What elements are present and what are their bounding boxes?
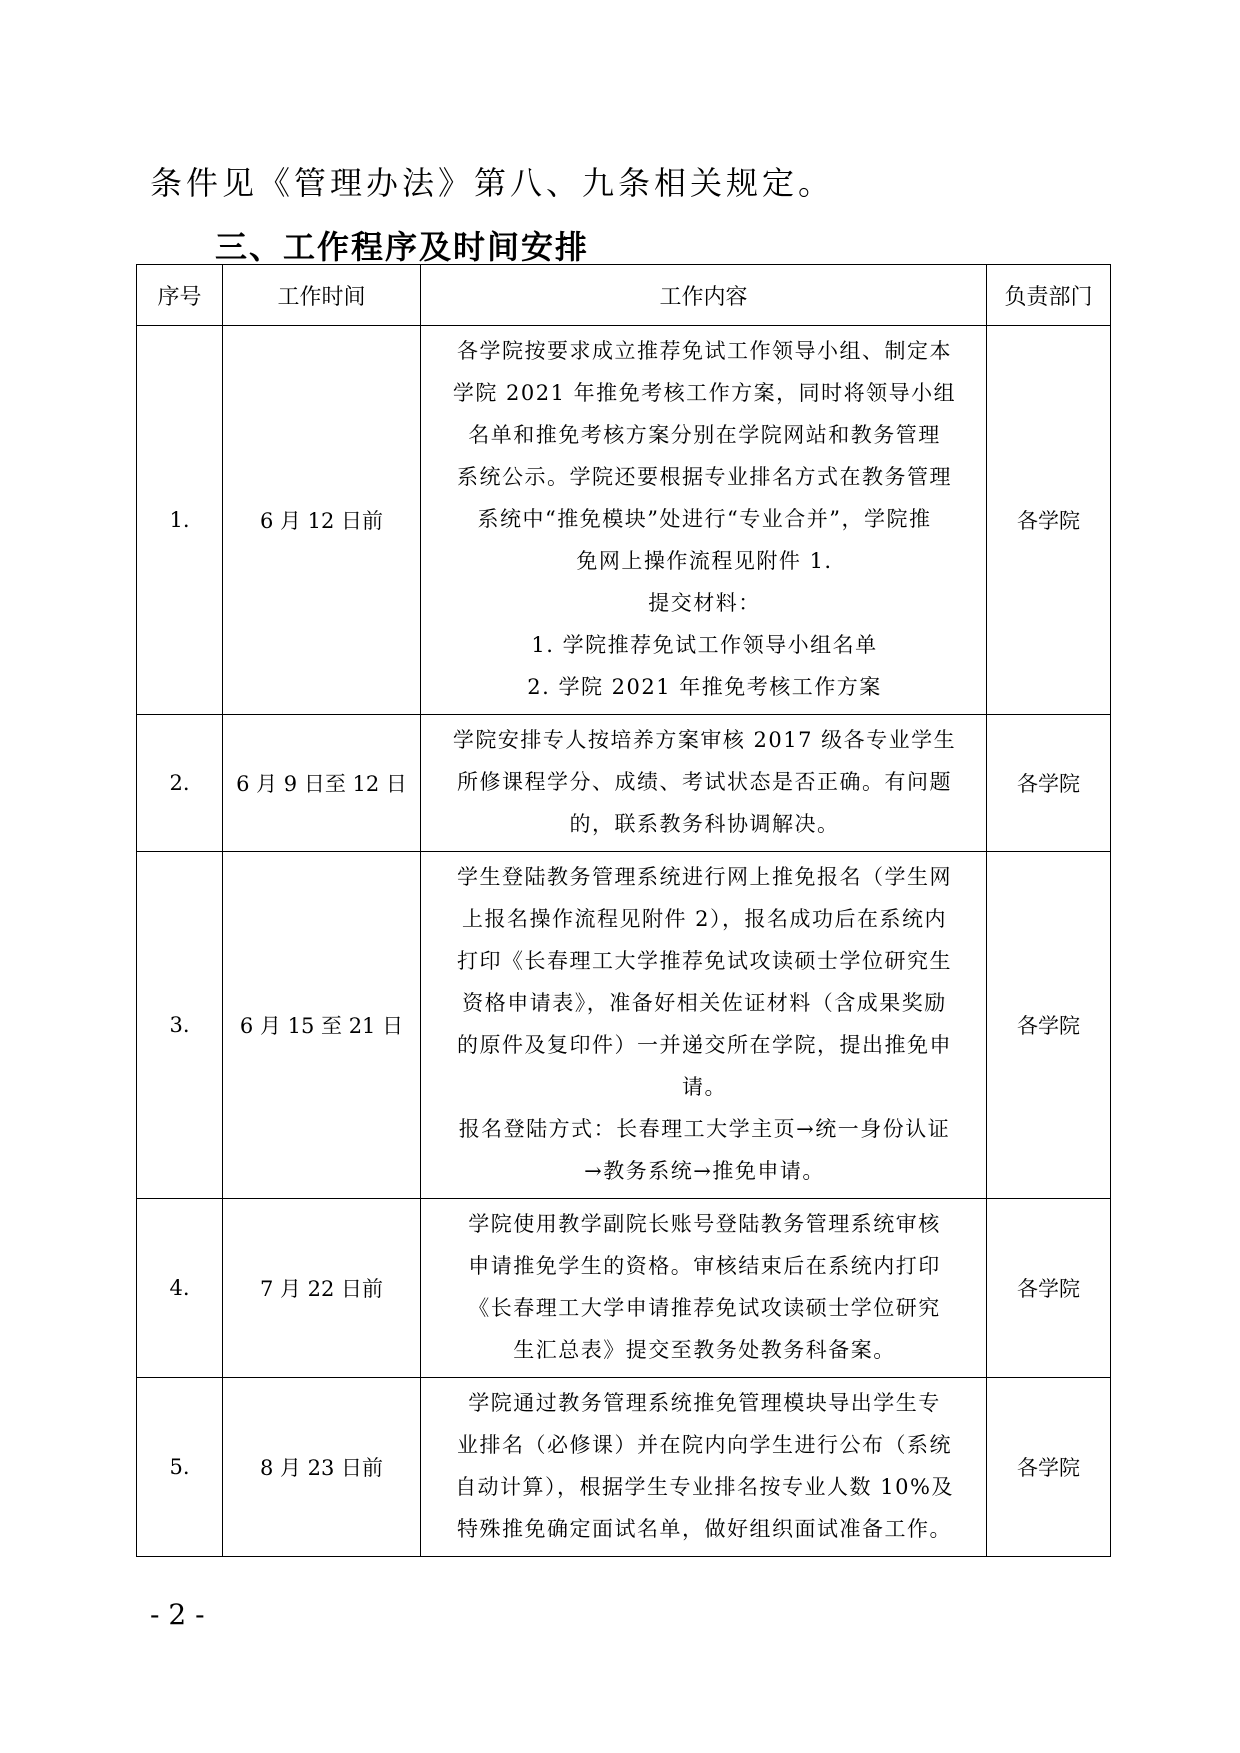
table-row: [137, 715, 1111, 852]
row-time: 8 月 23 日前: [223, 1378, 421, 1557]
content-line: 的，联系教务科协调解决。: [569, 812, 840, 836]
header-content: 工作内容: [421, 265, 987, 326]
content-line: 的原件及复印件）一并递交所在学院，提出推免申: [457, 1033, 952, 1057]
content-line: 学院安排专人按培养方案审核 2017 级各专业学生: [452, 728, 957, 752]
content-line: 名单和推免考核方案分别在学院网站和教务管理: [468, 423, 941, 447]
row-department: 各学院: [987, 1199, 1111, 1378]
row-content: [421, 1378, 987, 1557]
row-number: 2.: [137, 715, 223, 852]
content-line: 《长春理工大学申请推荐免试攻读硕士学位研究: [468, 1296, 941, 1320]
table-row: [137, 1199, 1111, 1378]
row-time: 7 月 22 日前: [223, 1199, 421, 1378]
row-content: [421, 715, 987, 852]
content-line: 系统中“推免模块”处进行“专业合并”，学院推: [477, 507, 932, 531]
table-header-row: [137, 265, 1111, 326]
intro-line: 条件见《管理办法》第八、九条相关规定。: [150, 164, 835, 202]
header-time: 工作时间: [223, 265, 421, 326]
row-time: 6 月 9 日至 12 日: [223, 715, 421, 852]
row-content: [421, 1199, 987, 1378]
content-line: 学院使用教学副院长账号登陆教务管理系统审核: [468, 1212, 941, 1236]
content-line: 自动计算），根据学生专业排名按专业人数 10%及: [455, 1475, 954, 1499]
row-time: 6 月 15 至 21 日: [223, 852, 421, 1199]
content-line: 报名登陆方式：长春理工大学主页→统一身份认证: [458, 1117, 951, 1141]
content-line: 业排名（必修课）并在院内向学生进行公布（系统: [457, 1433, 952, 1457]
row-number: 5.: [137, 1378, 223, 1557]
content-line: 学生登陆教务管理系统进行网上推免报名（学生网: [457, 865, 952, 889]
content-line: 申请推免学生的资格。审核结束后在系统内打印: [468, 1254, 941, 1278]
page-number: - 2 -: [150, 1598, 205, 1631]
content-line: 生汇总表》提交至教务处教务科备案。: [513, 1338, 896, 1362]
content-line: 各学院按要求成立推荐免试工作领导小组、制定本: [457, 339, 952, 363]
content-line: →教务系统→推免申请。: [584, 1159, 825, 1183]
schedule-table: [136, 264, 1111, 1557]
row-number: 4.: [137, 1199, 223, 1378]
content-line: 1. 学院推荐免试工作领导小组名单: [531, 633, 878, 657]
content-line: 免网上操作流程见附件 1.: [576, 549, 833, 573]
row-number: 3.: [137, 852, 223, 1199]
content-line: 学院 2021 年推免考核工作方案，同时将领导小组: [452, 381, 957, 405]
header-department: 负责部门: [987, 265, 1111, 326]
row-time: 6 月 12 日前: [223, 326, 421, 715]
table-row: [137, 1378, 1111, 1557]
header-number: 序号: [137, 265, 223, 326]
section-heading: 三、工作程序及时间安排: [215, 228, 590, 266]
content-line: 提交材料：: [648, 591, 761, 615]
content-line: 系统公示。学院还要根据专业排名方式在教务管理: [457, 465, 952, 489]
content-line: 请。: [682, 1075, 727, 1099]
row-department: 各学院: [987, 852, 1111, 1199]
content-line: 资格申请表》，准备好相关佐证材料（含成果奖励: [462, 991, 947, 1015]
row-content: [421, 852, 987, 1199]
table-row: [137, 326, 1111, 715]
row-number: 1.: [137, 326, 223, 715]
content-line: 2. 学院 2021 年推免考核工作方案: [527, 675, 882, 699]
row-department: 各学院: [987, 326, 1111, 715]
row-content: [421, 326, 987, 715]
row-department: 各学院: [987, 1378, 1111, 1557]
row-department: 各学院: [987, 715, 1111, 852]
content-line: 特殊推免确定面试名单，做好组织面试准备工作。: [457, 1517, 952, 1541]
content-line: 学院通过教务管理系统推免管理模块导出学生专: [468, 1391, 941, 1415]
content-line: 打印《长春理工大学推荐免试攻读硕士学位研究生: [457, 949, 952, 973]
content-line: 所修课程学分、成绩、考试状态是否正确。有问题: [457, 770, 952, 794]
content-line: 上报名操作流程见附件 2），报名成功后在系统内: [461, 907, 948, 931]
table-row: [137, 852, 1111, 1199]
